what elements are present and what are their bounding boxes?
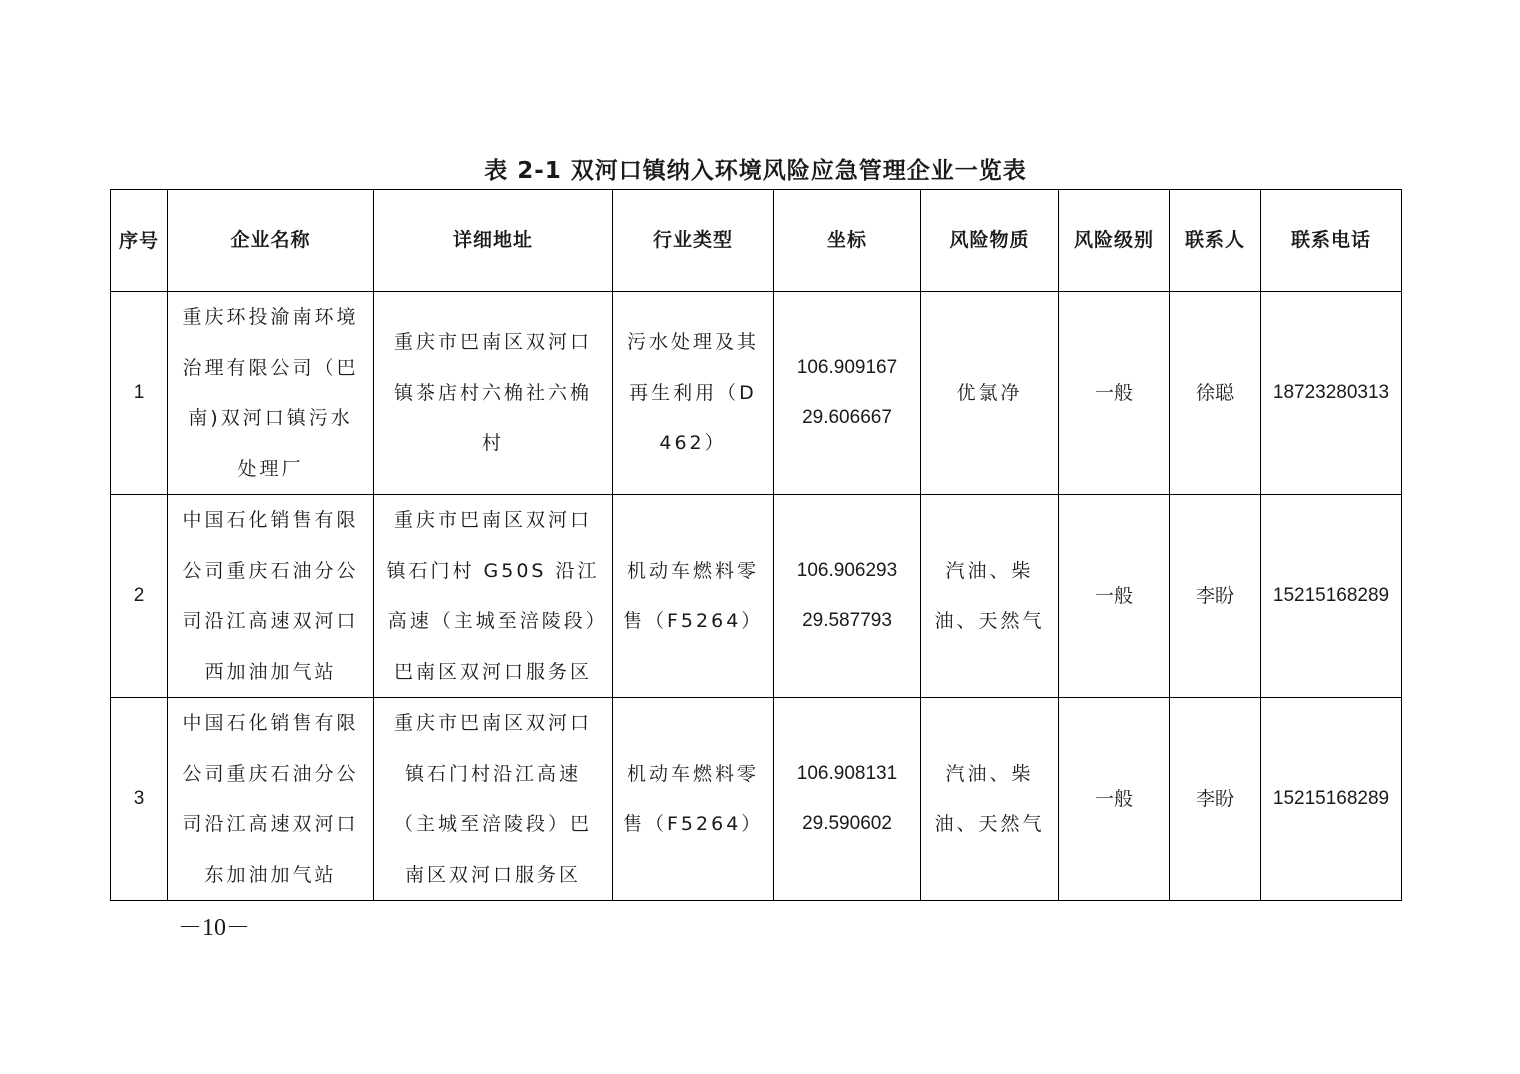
table-row [111,495,1402,698]
cell-level: 一般 [1059,495,1170,698]
cell-contact: 李盼 [1170,698,1261,901]
table-row [111,292,1402,495]
cell-name: 中国石化销售有限公司重庆石油分公司沿江高速双河口东加油加气站 [168,698,374,901]
cell-address: 重庆市巴南区双河口镇石门村 G50S 沿江高速（主城至涪陵段）巴南区双河口服务区 [374,495,613,698]
cell-longitude: 106.908131 [796,762,898,784]
cell-address: 重庆市巴南区双河口镇石门村沿江高速（主城至涪陵段）巴南区双河口服务区 [374,698,613,901]
cell-longitude: 106.906293 [796,559,898,581]
cell-substance: 汽油、柴油、天然气 [921,495,1059,698]
cell-latitude: 29.587793 [802,610,892,631]
cell-contact: 李盼 [1170,495,1261,698]
header-address: 详细地址 [374,190,613,292]
cell-substance: 汽油、柴油、天然气 [921,698,1059,901]
cell-seq: 3 [111,698,168,901]
cell-longitude: 106.909167 [796,356,898,378]
cell-level: 一般 [1059,292,1170,495]
cell-latitude: 29.606667 [802,407,892,428]
cell-phone: 15215168289 [1261,495,1402,698]
header-level: 风险级别 [1059,190,1170,292]
header-coords: 坐标 [774,190,921,292]
header-substance: 风险物质 [921,190,1059,292]
cell-level: 一般 [1059,698,1170,901]
header-row [111,190,1402,292]
enterprise-table [110,189,1402,901]
cell-industry: 机动车燃料零售（F5264） [613,495,774,698]
cell-coords [774,698,921,901]
cell-latitude: 29.590602 [802,813,892,834]
cell-contact: 徐聪 [1170,292,1261,495]
table-row [111,698,1402,901]
cell-name: 重庆环投渝南环境治理有限公司（巴南)双河口镇污水处理厂 [168,292,374,495]
cell-substance: 优氯净 [921,292,1059,495]
header-contact: 联系人 [1170,190,1261,292]
header-industry: 行业类型 [613,190,774,292]
cell-coords [774,292,921,495]
header-seq: 序号 [111,190,168,292]
cell-seq: 1 [111,292,168,495]
header-name: 企业名称 [168,190,374,292]
cell-industry: 污水处理及其再生利用（D462） [613,292,774,495]
table-title: 表 2-1 双河口镇纳入环境风险应急管理企业一览表 [484,158,1027,184]
cell-phone: 18723280313 [1261,292,1402,495]
cell-phone: 15215168289 [1261,698,1402,901]
cell-name: 中国石化销售有限公司重庆石油分公司沿江高速双河口西加油加气站 [168,495,374,698]
header-phone: 联系电话 [1261,190,1402,292]
page-number: －10－ [178,915,250,941]
cell-seq: 2 [111,495,168,698]
cell-coords [774,495,921,698]
cell-address: 重庆市巴南区双河口镇茶店村六桷社六桷村 [374,292,613,495]
cell-industry: 机动车燃料零售（F5264） [613,698,774,901]
